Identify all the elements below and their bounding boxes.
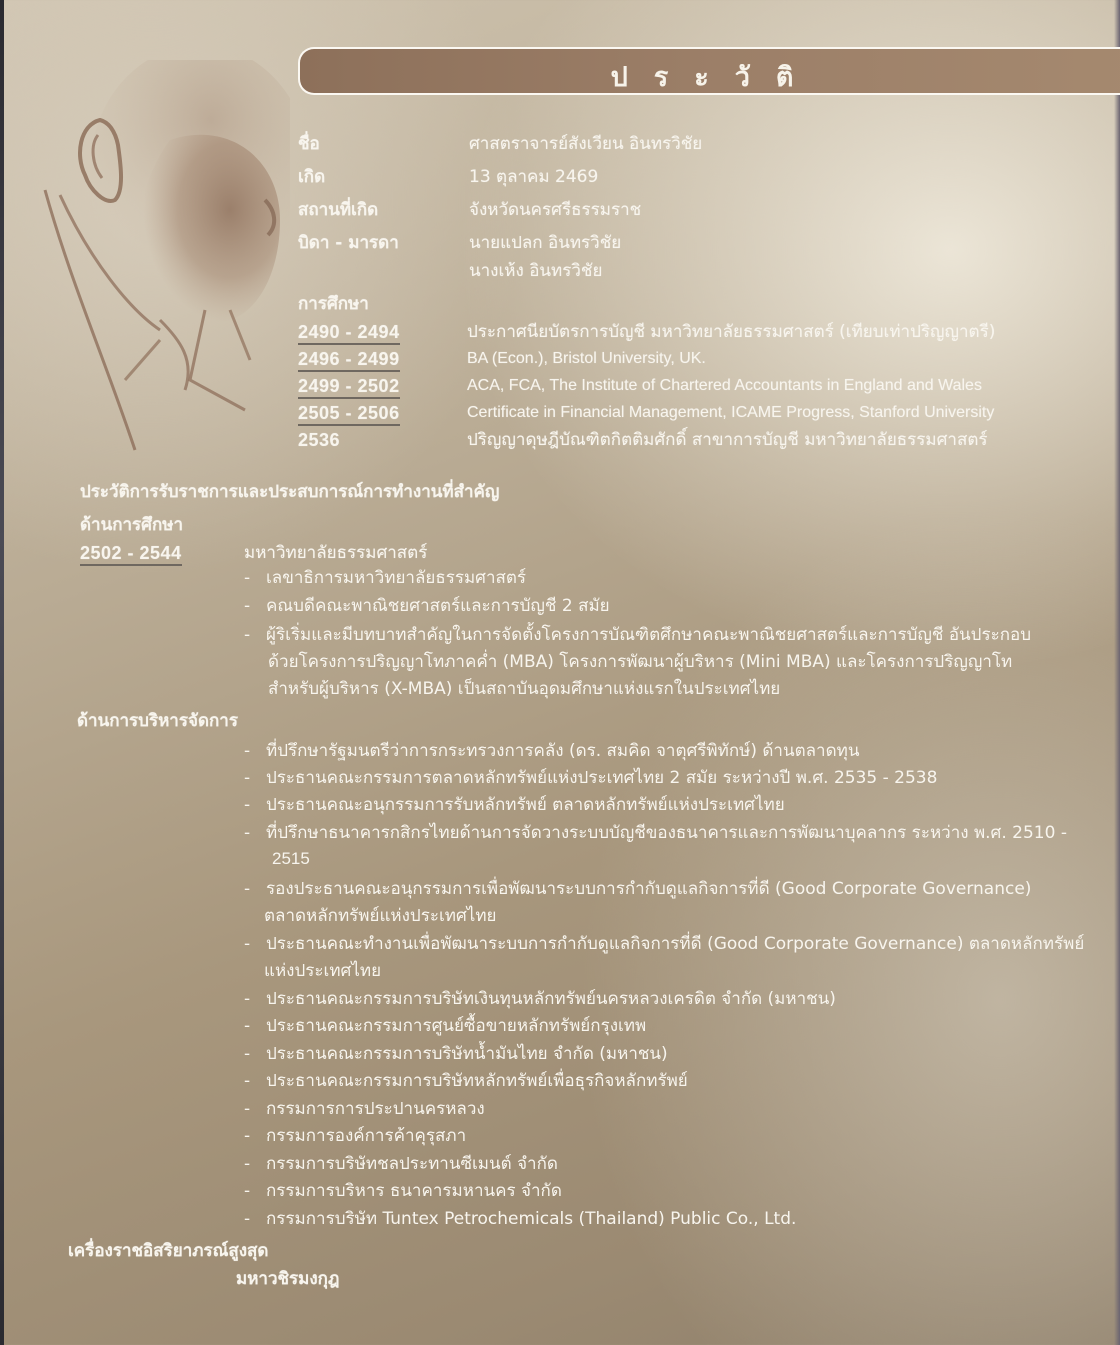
- bullet-dash: -: [244, 879, 251, 899]
- mother-name: นางเห้ง อินทรวิชัย: [469, 261, 603, 281]
- bullet-dash: -: [244, 568, 251, 588]
- bullet-dash: -: [244, 1209, 251, 1229]
- management-item-text: ประธานคณะกรรมการศูนย์ซื้อขายหลักทรัพย์กรุงเทพ: [266, 1016, 647, 1036]
- academic-years: 2502 - 2544: [80, 543, 182, 566]
- management-item: [244, 986, 836, 1012]
- management-item-text: ประธานคณะกรรมการบริษัทเงินทุนหลักทรัพย์นครหลวงเครดิต จำกัด (มหาชน): [266, 989, 836, 1009]
- bullet-dash: -: [244, 795, 251, 815]
- management-item: [244, 1096, 485, 1122]
- management-item-text: ประธานคณะกรรมการบริษัทหลักทรัพย์เพื่อธุรกิจหลักทรัพย์: [266, 1071, 688, 1091]
- bullet-dash: -: [244, 1044, 251, 1064]
- management-item-continuation: 2515: [272, 849, 310, 868]
- title-banner: [298, 47, 1120, 95]
- academic-item: [244, 565, 526, 591]
- management-item-text: กรรมการองค์การค้าคุรุสภา: [266, 1126, 467, 1146]
- management-item: [244, 1068, 688, 1094]
- management-item-text: ที่ปรึกษารัฐมนตรีว่าการกระทรวงการคลัง (ดร. สมคิด จาตุศรีพิทักษ์) ด้านตลาดทุน: [266, 741, 860, 761]
- page-edge-right: [1114, 0, 1120, 1345]
- management-item: [244, 1151, 558, 1177]
- academic-item-text: คณบดีคณะพาณิชยศาสตร์และการบัญชี 2 สมัย: [266, 596, 610, 616]
- page-title: ประวัติ: [610, 62, 820, 92]
- education-heading: การศึกษา: [298, 294, 369, 314]
- academic-item: [244, 593, 610, 619]
- education-detail-1: BA (Econ.), Bristol University, UK.: [467, 350, 706, 367]
- management-item: [244, 931, 1084, 957]
- education-detail-0: ประกาศนียบัตรการบัญชี มหาวิทยาลัยธรรมศาสตร์ (เทียบเท่าปริญญาตรี): [467, 322, 996, 342]
- education-years-0: 2490 - 2494: [298, 322, 400, 345]
- academic-founder-item: [244, 622, 1031, 648]
- bullet-dash: -: [244, 1154, 251, 1174]
- father-name: นายแปลก อินทรวิชัย: [469, 233, 622, 253]
- page-edge-left: [0, 0, 4, 1345]
- management-item: [244, 738, 859, 764]
- management-item-text: กรรมการบริหาร ธนาคารมหานคร จำกัด: [266, 1181, 562, 1201]
- management-item-text: ประธานคณะอนุกรรมการรับหลักทรัพย์ ตลาดหลักทรัพย์แห่งประเทศไทย: [266, 795, 785, 815]
- born-value: 13 ตุลาคม 2469: [469, 167, 599, 187]
- bullet-dash: -: [244, 1099, 251, 1119]
- education-years-2: 2499 - 2502: [298, 376, 400, 399]
- bullet-dash: -: [244, 625, 251, 645]
- bullet-dash: -: [244, 1126, 251, 1146]
- birthplace-value: จังหวัดนครศรีธรรมราช: [469, 200, 642, 220]
- founder-line-2: สำหรับผู้บริหาร (X-MBA) เป็นสถาบันอุดมศึกษาแห่งแรกในประเทศไทย: [268, 679, 781, 699]
- management-item-continuation: แห่งประเทศไทย: [264, 961, 382, 981]
- management-item: [244, 1041, 668, 1067]
- management-item-continuation: ตลาดหลักทรัพย์แห่งประเทศไทย: [264, 906, 497, 926]
- management-item-text: ที่ปรึกษาธนาคารกสิกรไทยด้านการจัดวางระบบบัญชีของธนาคารและการพัฒนาบุคลากร ระหว่าง พ.ศ. 2510 -: [266, 823, 1067, 843]
- decorations-value: มหาวชิรมงกุฎ: [236, 1269, 340, 1289]
- education-years-4: 2536: [298, 430, 341, 450]
- bullet-dash: -: [244, 768, 251, 788]
- career-heading: ประวัติการรับราชการและประสบการณ์การทำงานที่สำคัญ: [80, 482, 500, 502]
- name-value: ศาสตราจารย์สังเวียน อินทรวิชัย: [469, 134, 703, 154]
- born-label: เกิด: [298, 167, 326, 187]
- management-item: [244, 1178, 562, 1204]
- bullet-dash: -: [244, 1016, 251, 1036]
- bullet-dash: -: [244, 823, 251, 843]
- portrait-sketch: [30, 60, 290, 460]
- parents-label: บิดา - มารดา: [298, 233, 399, 253]
- academic-heading: ด้านการศึกษา: [80, 515, 184, 535]
- management-item-text: กรรมการบริษัท Tuntex Petrochemicals (Thailand) Public Co., Ltd.: [266, 1209, 797, 1229]
- management-item: [244, 1013, 646, 1039]
- academic-item-text: เลขาธิการมหาวิทยาลัยธรรมศาสตร์: [266, 568, 527, 588]
- bullet-dash: -: [244, 741, 251, 761]
- academic-year: [80, 542, 182, 565]
- bullet-dash: -: [244, 934, 251, 954]
- management-item-text: ประธานคณะกรรมการตลาดหลักทรัพย์แห่งประเทศไทย 2 สมัย ระหว่างปี พ.ศ. 2535 - 2538: [266, 768, 938, 788]
- management-item-text: กรรมการบริษัทชลประทานซีเมนต์ จำกัด: [266, 1154, 558, 1174]
- education-year: [298, 375, 400, 398]
- birthplace-label: สถานที่เกิด: [298, 200, 379, 220]
- education-detail-4: ปริญญาดุษฎีบัณฑิตกิตติมศักดิ์ สาขาการบัญชี มหาวิทยาลัยธรรมศาสตร์: [467, 430, 988, 450]
- management-item-text: ประธานคณะกรรมการบริษัทน้ำมันไทย จำกัด (มหาชน): [266, 1044, 668, 1064]
- education-detail-3: Certificate in Financial Management, ICAME Progress, Stanford University: [467, 404, 995, 421]
- management-item: [244, 1206, 796, 1232]
- management-item: [244, 820, 1067, 846]
- name-label: ชื่อ: [298, 134, 320, 154]
- decorations-heading: เครื่องราชอิสริยาภรณ์สูงสุด: [68, 1241, 269, 1261]
- bullet-dash: -: [244, 596, 251, 616]
- education-year: [298, 429, 340, 452]
- education-years-1: 2496 - 2499: [298, 349, 400, 372]
- academic-institution: มหาวิทยาลัยธรรมศาสตร์: [244, 543, 428, 563]
- bullet-dash: -: [244, 1071, 251, 1091]
- bullet-dash: -: [244, 1181, 251, 1201]
- management-item-text: ประธานคณะทำงานเพื่อพัฒนาระบบการกำกับดูแลกิจการที่ดี (Good Corporate Governance) ตลาดหลักทรัพย์: [266, 934, 1085, 954]
- management-item-text: รองประธานคณะอนุกรรมการเพื่อพัฒนาระบบการกำกับดูแลกิจการที่ดี (Good Corporate Governance): [266, 879, 1032, 899]
- management-item: [244, 765, 937, 791]
- education-detail-2: ACA, FCA, The Institute of Chartered Accountants in England and Wales: [467, 377, 982, 394]
- management-item-text: กรรมการการประปานครหลวง: [266, 1099, 485, 1119]
- founder-line-0: ผู้ริเริ่มและมีบทบาทสำคัญในการจัดตั้งโครงการบัณฑิตศึกษาคณะพาณิชยศาสตร์และการบัญชี อันประกอบ: [266, 625, 1032, 645]
- management-heading: ด้านการบริหารจัดการ: [77, 711, 238, 731]
- education-year: [298, 348, 400, 371]
- education-years-3: 2505 - 2506: [298, 403, 400, 426]
- management-item: [244, 1123, 466, 1149]
- management-item: [244, 876, 1031, 902]
- education-year: [298, 402, 400, 425]
- founder-line-1: ด้วยโครงการปริญญาโทภาคค่ำ (MBA) โครงการพัฒนาผู้บริหาร (Mini MBA) และโครงการปริญญาโท: [268, 652, 1013, 672]
- management-item: [244, 792, 785, 818]
- bullet-dash: -: [244, 989, 251, 1009]
- education-year: [298, 321, 400, 344]
